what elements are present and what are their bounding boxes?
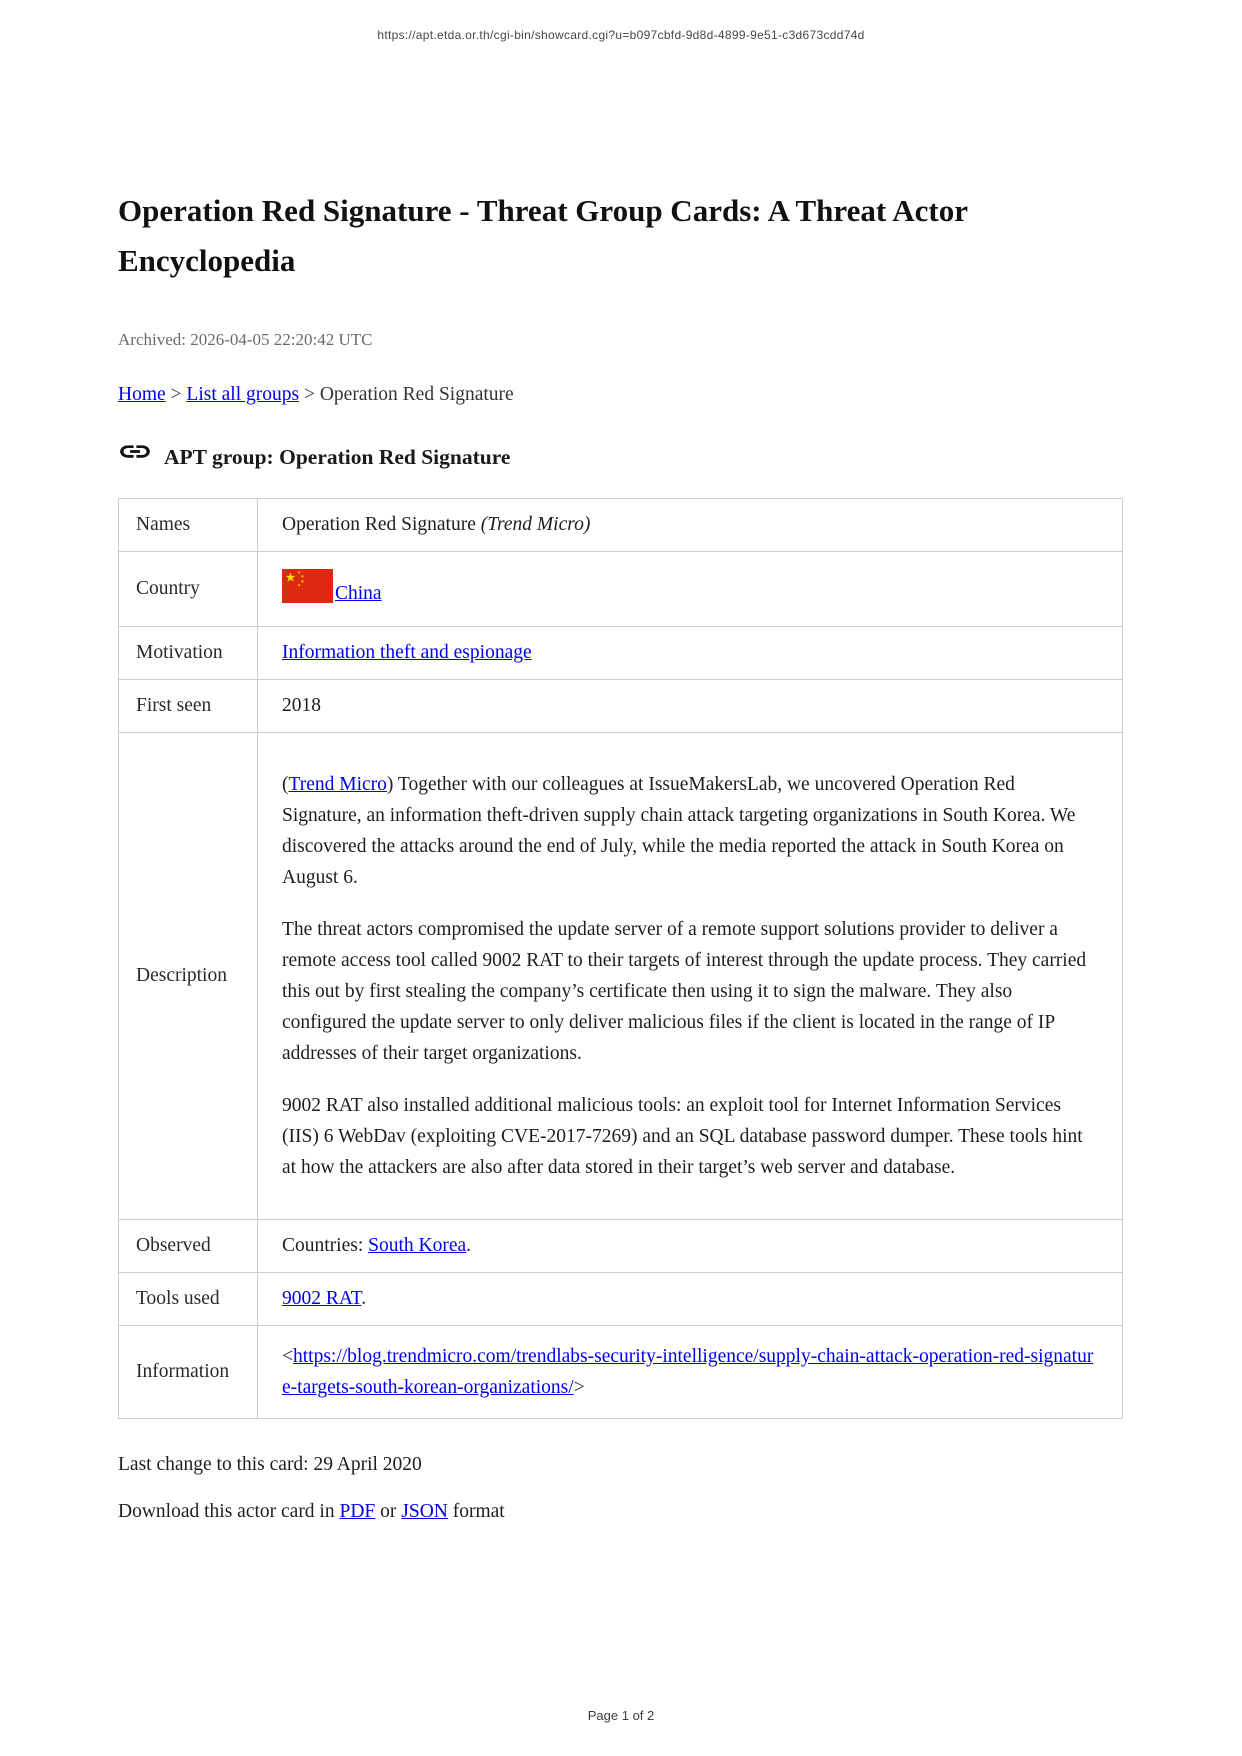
- breadcrumb-list-all-groups-link[interactable]: List all groups: [186, 384, 300, 405]
- apt-group-heading-label: APT group: Operation Red Signature: [164, 445, 511, 469]
- breadcrumb-separator: >: [303, 384, 315, 405]
- breadcrumb-home-link[interactable]: Home: [118, 384, 166, 405]
- motivation-link[interactable]: Information theft and espionage: [282, 642, 532, 663]
- names-text: Operation Red Signature: [282, 514, 481, 535]
- table-row-motivation: [119, 627, 1123, 680]
- download-prefix: Download this actor card in: [118, 1501, 340, 1522]
- china-flag-icon: [282, 567, 333, 605]
- row-value-description: [258, 733, 1123, 1220]
- description-paragraph: 9002 RAT also installed additional malicious tools: an exploit tool for Internet Information Services (IIS) 6 WebDav (exploiting CVE-2017-7269) and an SQL database password dumper. These tools hint at how the attackers are also after data stored in their target’s web server and database.: [282, 1095, 1083, 1178]
- download-json-link[interactable]: JSON: [401, 1501, 448, 1522]
- information-url-link[interactable]: https://blog.trendmicro.com/trendlabs-security-intelligence/supply-chain-attack-operation-red-signature-targets-south-korean-organizations/: [282, 1346, 1094, 1398]
- names-source: (Trend Micro): [480, 514, 591, 535]
- breadcrumb-separator: >: [170, 384, 182, 405]
- table-row-tools-used: [119, 1273, 1123, 1326]
- description-paragraph: [282, 769, 1098, 893]
- paren-open: (: [282, 774, 289, 795]
- row-label-description: Description: [119, 733, 258, 1220]
- description-paragraph: The threat actors compromised the update server of a remote support solutions provider to deliver a remote access tool called 9002 RAT to their targets of interest through the update process. They carried this out by first stealing the company’s certificate then using it to sign the malware. They also configured the update server to only deliver malicious files if the client is located in the range of IP addresses of their target organizations.: [282, 919, 1087, 1064]
- table-row-first-seen: [119, 680, 1123, 733]
- row-label-first-seen: First seen: [119, 680, 258, 733]
- page-number: Page 1 of 2: [587, 1708, 655, 1723]
- download-suffix: format: [447, 1501, 505, 1522]
- row-value-tools-used: [258, 1273, 1123, 1326]
- tool-9002-rat-link[interactable]: 9002 RAT: [282, 1288, 362, 1309]
- row-label-tools-used: Tools used: [119, 1273, 258, 1326]
- apt-group-heading: [118, 440, 1124, 470]
- row-label-names: Names: [119, 499, 258, 552]
- table-row-information: [119, 1326, 1123, 1419]
- page-url: https://apt.etda.or.th/cgi-bin/showcard.cgi?u=b097cbfd-9d8d-4899-9e51-c3d673cdd74d: [377, 28, 865, 42]
- observed-prefix: Countries:: [282, 1235, 369, 1256]
- last-change-note: Last change to this card: 29 April 2020: [118, 1454, 422, 1475]
- row-value-first-seen: 2018: [258, 680, 1123, 733]
- table-row-description: [119, 733, 1123, 1220]
- row-value-names: [258, 499, 1123, 552]
- country-link[interactable]: [282, 567, 382, 605]
- observed-suffix: .: [466, 1235, 472, 1256]
- row-value-observed: [258, 1220, 1123, 1273]
- info-angle-open: <: [282, 1346, 293, 1367]
- download-middle: or: [375, 1501, 402, 1522]
- breadcrumb-current: Operation Red Signature: [319, 384, 514, 405]
- row-label-information: Information: [119, 1326, 258, 1419]
- link-icon[interactable]: [118, 438, 152, 465]
- table-row-country: [119, 552, 1123, 627]
- row-value-information: [258, 1326, 1123, 1419]
- download-note: [118, 1501, 1124, 1523]
- document-body: [118, 186, 1124, 1523]
- row-label-observed: Observed: [119, 1220, 258, 1273]
- archived-timestamp: Archived: 2026-04-05 22:20:42 UTC: [118, 330, 373, 349]
- description-paragraph-text: ) Together with our colleagues at IssueMakersLab, we uncovered Operation Red Signature, an information theft-driven supply chain attack targeting organizations in South Korea. We discovered the attacks around the end of July, while the media reported the attack in South Korea on August 6.: [282, 774, 1076, 888]
- row-label-country: Country: [119, 552, 258, 627]
- actor-card-table: [118, 498, 1123, 1419]
- table-row-observed: [119, 1220, 1123, 1273]
- trend-micro-link[interactable]: Trend Micro: [288, 774, 387, 795]
- country-name-link[interactable]: China: [335, 583, 382, 604]
- download-pdf-link[interactable]: PDF: [339, 1501, 376, 1522]
- tools-suffix: .: [361, 1288, 367, 1309]
- breadcrumb: [118, 384, 1124, 406]
- page-title: Operation Red Signature - Threat Group Cards: A Threat Actor Encyclopedia: [118, 193, 968, 278]
- row-value-motivation: [258, 627, 1123, 680]
- table-row-names: [119, 499, 1123, 552]
- info-angle-close: >: [573, 1377, 585, 1398]
- row-value-country: [258, 552, 1123, 627]
- south-korea-link[interactable]: South Korea: [368, 1235, 467, 1256]
- row-label-motivation: Motivation: [119, 627, 258, 680]
